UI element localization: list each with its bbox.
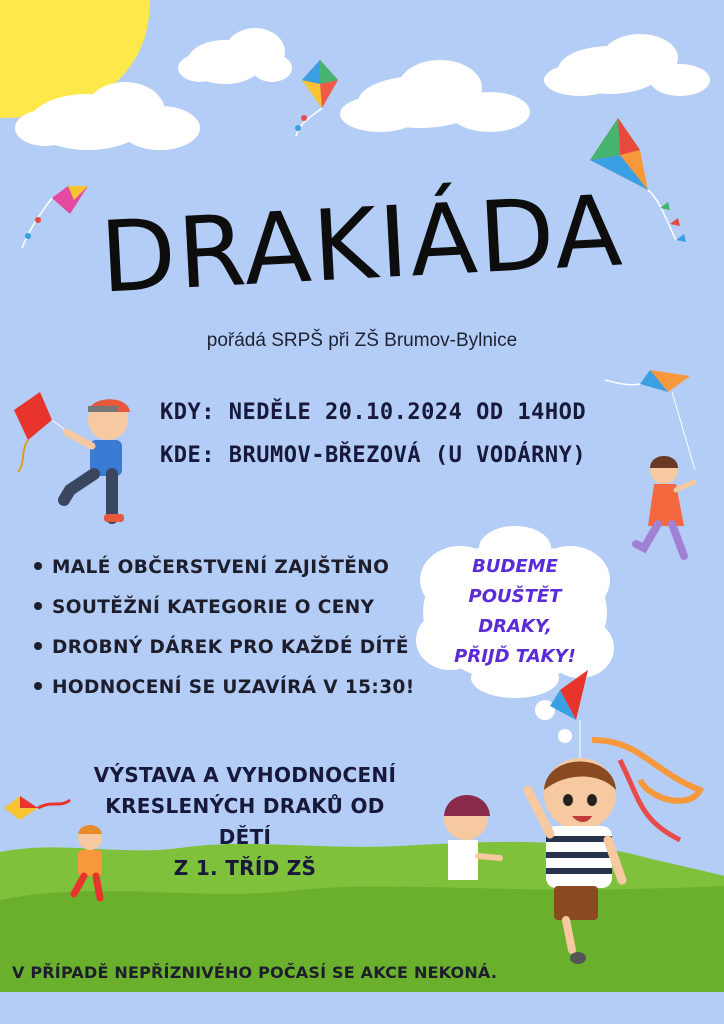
boy-illustration [64, 399, 130, 522]
kite-icon [295, 60, 338, 136]
list-item: MALÉ OBČERSTVENÍ ZAJIŠTĚNO [34, 556, 415, 596]
cloud-icon [178, 28, 292, 84]
kite-icon [4, 796, 70, 820]
organizer-text: pořádá SRPŠ při ZŠ Brumov-Bylnice [206, 330, 518, 351]
bullet-icon [34, 562, 42, 570]
cloud-icon [544, 34, 710, 96]
weather-notice: V PŘÍPADĚ NEPŘÍZNIVÉHO POČASÍ SE AKCE NEKONÁ. [12, 963, 498, 982]
exhibition-text: VÝSTAVA A VYHODNOCENÍ KRESLENÝCH DRAKŮ OD DĚTÍ Z 1. TŘÍD ZŠ [93, 763, 397, 880]
event-location: KDE: BRUMOV-BŘEZOVÁ (U VODÁRNY) [160, 443, 587, 468]
kite-icon [14, 392, 68, 472]
cloud-icon [340, 60, 530, 132]
kite-icon [605, 370, 695, 470]
list-item: HODNOCENÍ SE UZAVÍRÁ V 15:30! [34, 676, 415, 716]
list-item: DROBNÝ DÁREK PRO KAŽDÉ DÍTĚ [34, 636, 415, 676]
list-item: SOUTĚŽNÍ KATEGORIE O CENY [34, 596, 415, 636]
feature-list [34, 556, 415, 716]
bubble-text: BUDEME POUŠTĚT DRAKY, PŘIJĎ TAKY! [454, 556, 576, 667]
event-date: KDY: NEDĚLE 20.10.2024 OD 14HOD [160, 400, 587, 425]
bullet-icon [34, 602, 42, 610]
bullet-icon [34, 642, 42, 650]
girl-illustration [636, 456, 694, 556]
bullet-icon [34, 682, 42, 690]
poster-title: DRAKIÁDA [97, 174, 627, 316]
